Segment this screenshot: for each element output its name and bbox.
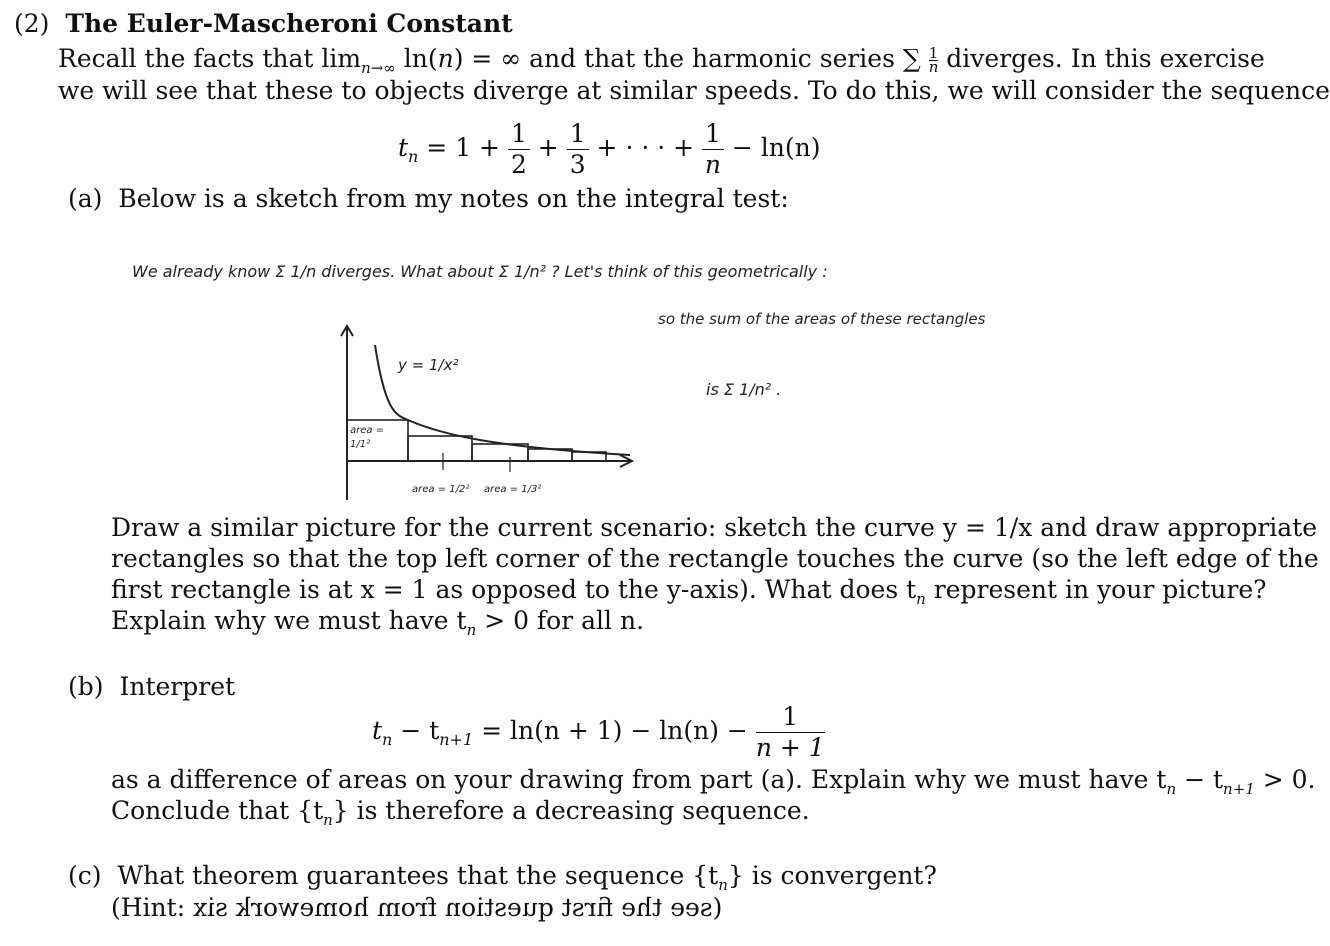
curve-label: y = 1/x² [398, 356, 459, 374]
problem-title: The Euler-Mascheroni Constant [65, 9, 513, 38]
part-c-question: (c) What theorem guarantees that the sequence $\{t_n\}$ is convergent? [68, 861, 937, 894]
rectangle-2 [408, 436, 472, 461]
problem-header [14, 8, 513, 40]
intro-text: diverges. In this exercise [938, 44, 1265, 73]
fraction-one-n: $\frac{1}{n}$ [702, 119, 724, 180]
area-label-2: area = 1/2² [412, 484, 470, 495]
part-a-body-1: Draw a similar picture for the current scenario: sketch the curve y = 1/x and draw appropriate [111, 513, 1318, 542]
part-c-hint: (Hint: see the first question from homework six) [111, 893, 723, 922]
part-a-label: (a) [68, 184, 103, 213]
sketch-note-line-2: so the sum of the areas of these rectangles [658, 310, 986, 328]
intro-text: Recall the facts that lim [58, 44, 362, 73]
sequence-equation: $t_n = 1$ + $\frac{1}{2}$ + $\frac{1}{3}$ + · · · + $\frac{1}{n}$ − ln(n) [398, 119, 821, 179]
fraction-one-third: $\frac{1}{3}$ [567, 119, 589, 180]
intro-text: ) = ∞ and that the harmonic series ∑ [453, 44, 921, 73]
part-b-equation: $t_n - t_{n+1} = \ln(n + 1) - \ln(n)$ − $\frac{1}{n + 1}$ [372, 702, 825, 762]
intro-fraction: $\frac{1}{n}$ [928, 44, 939, 76]
part-a-body-4: Explain why we must have $t_n > 0$ for all n. [111, 606, 645, 639]
sketch-note-line-1: We already know Σ 1/n diverges. What about Σ 1/n² ? Let's think of this geometrically : [132, 262, 828, 281]
part-a-body-2: rectangles so that the top left corner of the rectangle touches the curve (so the left edge of the [111, 544, 1319, 573]
part-c-label: (c) [68, 861, 102, 890]
intro-var: n [437, 44, 454, 73]
part-b-body-2: Conclude that $\{t_n\}$ is therefore a decreasing sequence. [111, 796, 810, 829]
intro-text: ln( [395, 44, 438, 73]
sketch-note-line-3: is Σ 1/n² . [706, 380, 782, 399]
intro-line-2: we will see that these to objects diverge at similar speeds. To do this, we will consider the sequence [58, 76, 1330, 105]
fraction-one-half: $\frac{1}{2}$ [508, 119, 530, 180]
part-b-intro: (b) Interpret [68, 672, 236, 701]
area-label-3: area = 1/3² [484, 484, 542, 495]
part-a-intro: (a) Below is a sketch from my notes on the integral test: [68, 184, 789, 213]
sketch-graph [330, 320, 660, 510]
part-b-label: (b) [68, 672, 104, 701]
problem-number: (2) [14, 9, 50, 38]
mirrored-hint-text: see the first question from homework six [193, 893, 713, 922]
area-label-1: area = 1/1² [350, 425, 385, 450]
part-a-body-3: first rectangle is at x = 1 as opposed to the y-axis). What does $t_n$ represent in your picture? [111, 575, 1267, 608]
lim-subscript: n→∞ [361, 59, 396, 77]
part-b-body-1: as a difference of areas on your drawing from part (a). Explain why we must have $t_n - t_{n+1} > 0$. [111, 765, 1316, 798]
fraction-one-over-n-plus-1: $\frac{1}{n + 1}$ [755, 702, 825, 762]
